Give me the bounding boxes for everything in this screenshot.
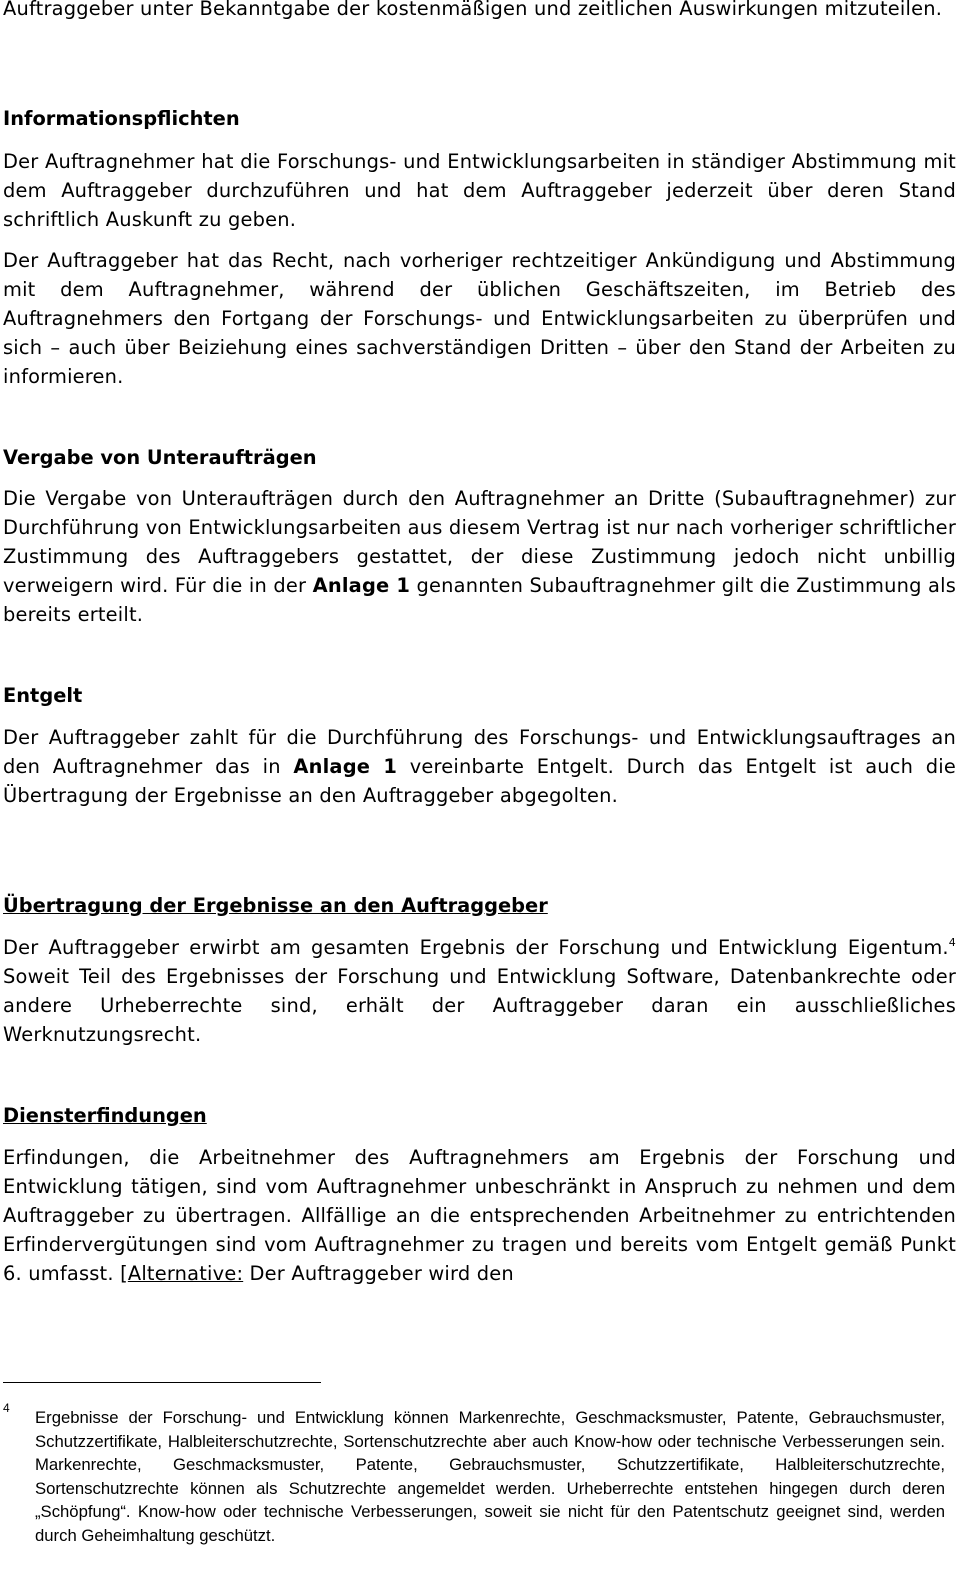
footnote-separator (3, 1382, 321, 1383)
paragraph-uebertragung (3, 933, 956, 1049)
paragraph-abstimmung (3, 147, 956, 234)
heading-informationspflichten: Informationspflichten (3, 107, 240, 130)
paragraph-text: Die Vergabe von Unteraufträgen durch den Auftragnehmer an Dritte (Subauftragnehmer) zur Durchführung von Entwicklungsarbeiten aus diesem Vertrag ist nur nach vorheriger schriftlicher Zustimmung des Auftraggebers gestattet, der diese Zustimmung jedoch nicht unbillig verweigern wird. Für die in der (3, 487, 956, 597)
heading-diensterfindungen: Diensterfindungen (3, 1104, 207, 1127)
paragraph-text: Der Auftraggeber wird den (243, 1262, 514, 1285)
paragraph-text: genannten Subauftragnehmer gilt die Zustimmung als bereits erteilt. (3, 574, 957, 626)
paragraph-text: vereinbarte Entgelt. Durch das Entgelt ist auch die Übertragung der Ergebnisse an den Auftraggeber abgegolten. (3, 755, 956, 807)
paragraph-vergabe (3, 484, 956, 629)
footnote-text: Ergebnisse der Forschung- und Entwicklung können Markenrechte, Geschmacksmuster, Patente, Gebrauchsmuster, Schutzzertifikate, Halbleiterschutzrechte, Sortenschutzrechte aber auch Know-how oder technische Verbesserungen sein. Markenrechte, Geschmacksmuster, Patente, Gebrauchsmuster, Schutzzertifikate, Halbleiterschutzrechte, Sortenschutzrechte können als Schutzrechte angemeldet werden. Urheberrechte entstehen hingegen durch deren „Schöpfung“. Know-how oder technische Verbesserungen, soweit sie nicht für den Patentschutz geeignet sind, werden durch Geheimhaltung geschützt. (35, 1408, 945, 1545)
heading-entgelt: Entgelt (3, 684, 83, 707)
paragraph-text: Soweit Teil des Ergebnisses der Forschung und Entwicklung Software, Datenbankrechte oder andere Urheberrechte sind, erhält der Auftraggeber daran ein ausschließliches Werknutzungsrecht. (3, 965, 956, 1046)
alternative-label: Alternative: (127, 1262, 244, 1285)
footnote-number: 4 (3, 1401, 10, 1415)
paragraph-text: Auftraggeber unter Bekanntgabe der kostenmäßigen und zeitlichen Auswirkungen mitzuteilen. (3, 0, 943, 20)
paragraph-text: Der Auftraggeber erwirbt am gesamten Ergebnis der Forschung und Entwicklung Eigentum. (3, 936, 949, 959)
paragraph-diensterfindungen (3, 1143, 956, 1288)
footnote-marker: 4 (948, 936, 956, 949)
annex-reference: Anlage 1 (312, 574, 411, 597)
paragraph-notification-end (3, 0, 956, 23)
paragraph-text: Der Auftraggeber hat das Recht, nach vorheriger rechtzeitiger Ankündigung und Abstimmung mit dem Auftragnehmer, während der üblichen Geschäftszeiten, im Betrieb des Auftragnehmers den Fortgang der Forschungs- und Entwicklungsarbeiten zu überprüfen und sich – auch über Beiziehung eines sachverständigen Dritten – über den Stand der Arbeiten zu informieren. (3, 249, 956, 388)
paragraph-pruefrecht (3, 246, 956, 391)
heading-uebertragung-ergebnisse: Übertragung der Ergebnisse an den Auftraggeber (3, 894, 548, 917)
heading-vergabe-unterauftraege: Vergabe von Unteraufträgen (3, 446, 317, 469)
paragraph-text: Der Auftraggeber zahlt für die Durchführung des Forschungs- und Entwicklungsauftrages an den Auftragnehmer das in (3, 726, 956, 778)
annex-reference: Anlage 1 (293, 755, 398, 778)
paragraph-text: Der Auftragnehmer hat die Forschungs- und Entwicklungsarbeiten in ständiger Abstimmung mit dem Auftraggeber durchzuführen und hat dem Auftraggeber jederzeit über deren Stand schriftlich Auskunft zu geben. (3, 150, 956, 231)
paragraph-text: Erfindungen, die Arbeitnehmer des Auftragnehmers am Ergebnis der Forschung und Entwicklung tätigen, sind vom Auftragnehmer unbeschränkt in Anspruch zu nehmen und dem Auftraggeber zu übertragen. Allfällige an die entsprechenden Arbeitnehmer zu entrichtenden Erfindervergütungen sind vom Auftragnehmer zu tragen und bereits vom Entgelt gemäß Punkt 6. umfasst. [ (3, 1146, 956, 1285)
paragraph-entgelt (3, 723, 956, 810)
